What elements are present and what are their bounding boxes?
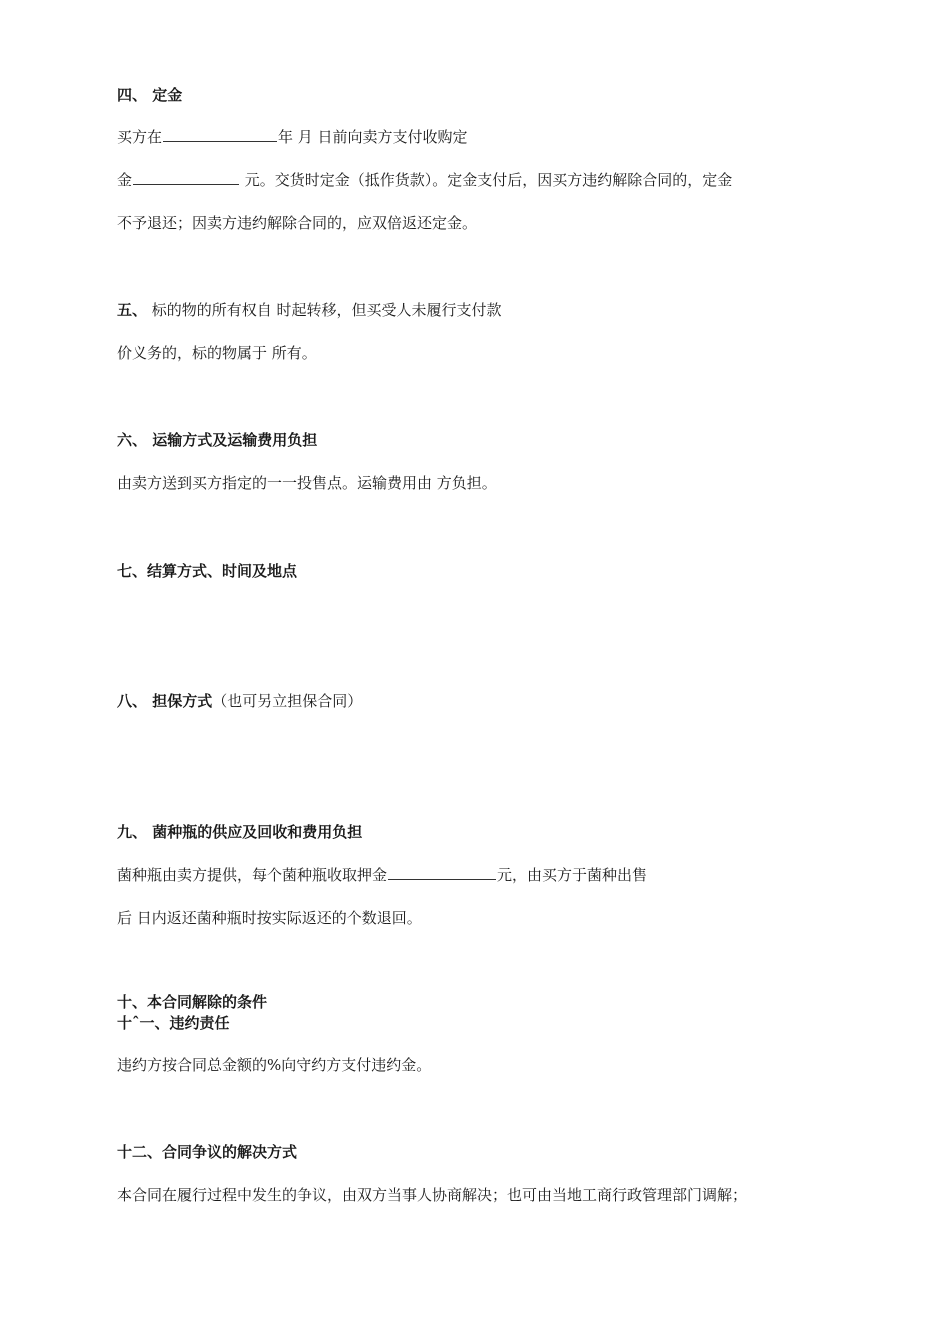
blank-field-deposit-amount[interactable] <box>133 170 239 185</box>
section-4-line-1-post: 年 月 日前向卖方支付收购定 <box>278 128 468 146</box>
section-9-line-1 <box>117 865 647 885</box>
section-12-heading: 十二、合同争议的解决方式 <box>117 1143 298 1161</box>
section-10-heading: 十、本合同解除的条件 <box>117 993 268 1011</box>
section-4-line-2-post: 元。交货时定金（抵作货款）。定金支付后，因买方违约解除合同的，定金 <box>240 171 733 189</box>
section-12-line-1: 本合同在履行过程中发生的争议，由双方当事人协商解决；也可由当地工商行政管理部门调解； <box>117 1186 748 1204</box>
section-8-line <box>117 691 362 711</box>
section-7-heading: 七、结算方式、时间及地点 <box>117 562 298 580</box>
section-9-line-2: 后 日内返还菌种瓶时按实际返还的个数退回。 <box>117 909 422 927</box>
section-11-line-1: 违约方按合同总金额的%向守约方支付违约金。 <box>117 1056 432 1074</box>
section-5-line-2: 价义务的，标的物属于 所有。 <box>117 344 317 362</box>
section-9-heading: 九、 菌种瓶的供应及回收和费用负担 <box>117 823 363 841</box>
section-8-note: （也可另立担保合同） <box>212 692 363 710</box>
section-5-heading: 五、 <box>117 301 148 319</box>
section-4-line-2 <box>117 170 732 190</box>
section-4-line-3: 不予退还；因卖方违约解除合同的，应双倍返还定金。 <box>117 214 478 232</box>
blank-field-year[interactable] <box>163 127 277 142</box>
section-4-line-2-pre: 金 <box>117 171 133 189</box>
section-4-heading: 四、 定金 <box>117 86 183 104</box>
section-11-heading: 十ˆ一、违约责任 <box>117 1014 230 1032</box>
section-6-heading: 六、 运输方式及运输费用负担 <box>117 431 318 449</box>
section-4-line-1 <box>117 127 468 147</box>
section-8-heading: 八、 担保方式 <box>117 692 213 710</box>
section-9-line-1-pre: 菌种瓶由卖方提供，每个菌种瓶收取押金 <box>117 866 388 884</box>
blank-field-bottle-deposit[interactable] <box>388 865 496 880</box>
section-4-line-1-pre: 买方在 <box>117 128 163 146</box>
section-5-line-1 <box>117 300 502 320</box>
section-5-line-1-text: 标的物的所有权自 时起转移，但买受人未履行支付款 <box>147 301 502 319</box>
section-6-line-1: 由卖方送到买方指定的一一投售点。运输费用由 方负担。 <box>117 474 497 492</box>
section-9-line-1-post: 元，由买方于菌种出售 <box>497 866 648 884</box>
